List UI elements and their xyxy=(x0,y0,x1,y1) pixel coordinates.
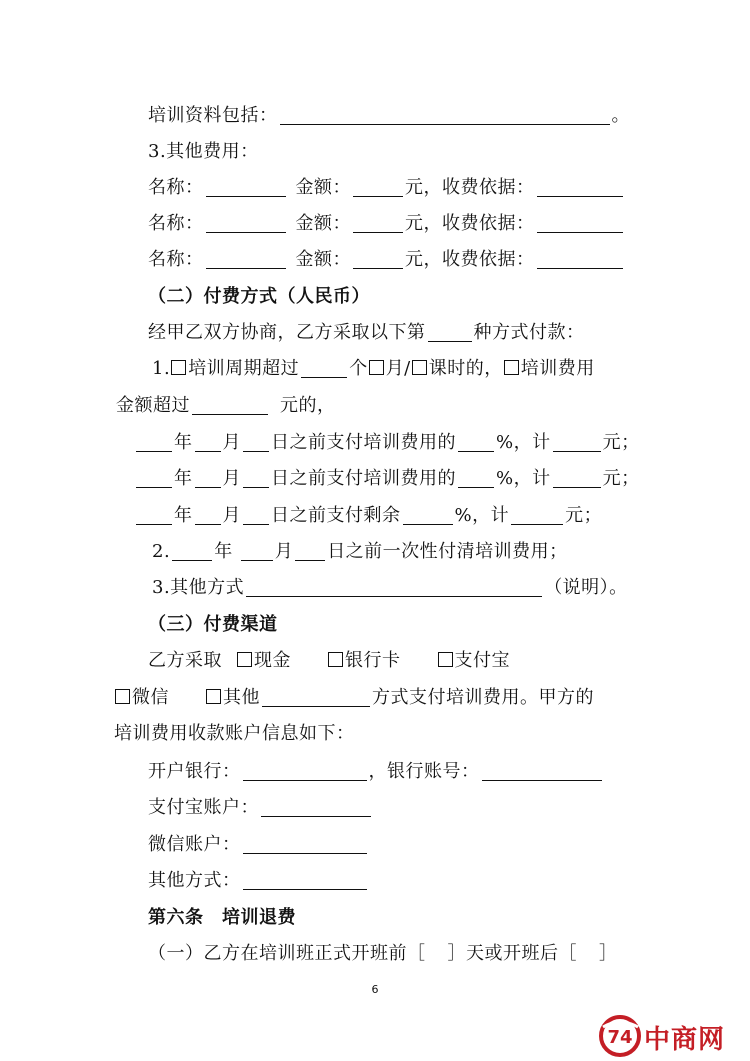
logo-mark-icon xyxy=(598,1015,642,1057)
yuan-text: 元； xyxy=(565,505,603,526)
month-checkbox[interactable] xyxy=(369,360,384,375)
text-line xyxy=(116,391,336,421)
payment-method-heading: （二）付费方式（人民币） xyxy=(148,286,370,307)
logo-text: 中商网 xyxy=(644,1025,726,1055)
period-blank[interactable] xyxy=(301,357,347,378)
section-heading xyxy=(148,282,370,312)
fee-basis-label: 元，收费依据： xyxy=(405,177,535,198)
year-text: 年 xyxy=(174,468,193,489)
yuan-text: 元； xyxy=(602,432,640,453)
day-blank[interactable] xyxy=(243,431,269,452)
alipay-checkbox[interactable] xyxy=(438,652,453,667)
fee-basis-blank[interactable] xyxy=(537,248,623,269)
cash-label: 现金 xyxy=(254,650,291,671)
other-account-label: 其他方式： xyxy=(148,870,241,891)
pay-text: 日之前支付培训费用的 xyxy=(271,468,456,489)
logo-mark-text: 74 xyxy=(607,1027,633,1048)
text-line xyxy=(148,793,373,823)
text-line xyxy=(148,939,618,969)
unit-text: 个 xyxy=(349,358,368,379)
bank-card-label: 银行卡 xyxy=(345,650,401,671)
other-channel-blank[interactable] xyxy=(262,686,370,707)
percent-blank[interactable] xyxy=(458,431,494,452)
training-materials-blank[interactable] xyxy=(280,104,610,125)
fee-name-label: 名称： xyxy=(148,213,204,234)
amount-blank[interactable] xyxy=(553,467,601,488)
fee-amount-blank[interactable] xyxy=(353,176,403,197)
year-text: 年 xyxy=(174,505,193,526)
agreement-text: 经甲乙双方协商，乙方采取以下第 xyxy=(148,322,426,343)
fee-amount-blank[interactable] xyxy=(353,212,403,233)
method-number-blank[interactable] xyxy=(428,321,472,342)
day-blank[interactable] xyxy=(243,504,269,525)
fee-basis-blank[interactable] xyxy=(537,176,623,197)
year-blank[interactable] xyxy=(136,504,172,525)
text-line xyxy=(148,646,510,676)
month-text: 月 xyxy=(222,432,241,453)
fee-name-blank[interactable] xyxy=(206,176,286,197)
percent-blank[interactable] xyxy=(458,467,494,488)
month-text: 月 xyxy=(222,468,241,489)
percent-text: %，计 xyxy=(496,432,551,453)
explain-text: （说明）。 xyxy=(544,577,628,598)
yuan-text: 元的， xyxy=(280,395,336,416)
agreement-text-end: 种方式付款： xyxy=(473,322,585,343)
fee-row xyxy=(148,209,625,239)
bank-card-checkbox[interactable] xyxy=(328,652,343,667)
year-text: 年 xyxy=(214,541,233,562)
text-line xyxy=(148,757,604,787)
text-line xyxy=(114,683,594,713)
text-line xyxy=(148,866,369,896)
refund-text-mid: ］天或开班后［ xyxy=(447,943,577,964)
wechat-account-label: 微信账户： xyxy=(148,834,241,855)
fee-name-label: 名称： xyxy=(148,249,204,270)
wechat-account-blank[interactable] xyxy=(243,833,367,854)
text-line xyxy=(152,354,595,384)
other-checkbox[interactable] xyxy=(206,689,221,704)
year-text: 年 xyxy=(174,432,193,453)
month-blank[interactable] xyxy=(195,431,221,452)
wechat-checkbox[interactable] xyxy=(115,689,130,704)
other-method-label: 3.其他方式 xyxy=(152,577,245,598)
fee-amount-label: 金额： xyxy=(295,177,351,198)
installment-row xyxy=(134,428,640,458)
month-text: 月/ xyxy=(385,358,411,379)
section-heading xyxy=(148,610,278,640)
percent-text: %，计 xyxy=(454,505,510,526)
month-blank[interactable] xyxy=(195,504,221,525)
checkbox[interactable] xyxy=(171,360,186,375)
period-mark: 。 xyxy=(611,105,630,126)
other-account-blank[interactable] xyxy=(243,869,367,890)
amount-exceed-label: 金额超过 xyxy=(116,395,190,416)
installment-row xyxy=(134,501,602,531)
fee-basis-blank[interactable] xyxy=(537,212,623,233)
text-line xyxy=(148,318,585,348)
watermark-logo xyxy=(598,1013,748,1059)
channel-text: 方式支付培训费用。甲方的 xyxy=(372,687,594,708)
item-number: 2. xyxy=(152,541,171,562)
percent-blank[interactable] xyxy=(403,504,453,525)
refund-article-title: 第六条 培训退费 xyxy=(148,907,296,928)
month-blank[interactable] xyxy=(241,540,273,561)
month-blank[interactable] xyxy=(195,467,221,488)
other-method-blank[interactable] xyxy=(246,576,542,597)
year-blank[interactable] xyxy=(136,467,172,488)
fee-basis-label: 元，收费依据： xyxy=(405,213,535,234)
amount-blank[interactable] xyxy=(511,504,563,525)
month-text: 月 xyxy=(222,505,241,526)
text-line xyxy=(152,573,628,603)
refund-text: （一）乙方在培训班正式开班前［ xyxy=(148,943,426,964)
account-number-blank[interactable] xyxy=(482,760,602,781)
year-blank[interactable] xyxy=(172,540,212,561)
lump-sum-text: 日之前一次性付清培训费用； xyxy=(327,541,568,562)
day-blank[interactable] xyxy=(295,540,325,561)
text-line xyxy=(152,537,568,567)
fee-amount-label: 金额： xyxy=(295,249,351,270)
fee-row xyxy=(148,173,625,203)
item-number: 1. xyxy=(152,358,171,379)
wechat-label: 微信 xyxy=(132,687,169,708)
lesson-checkbox[interactable] xyxy=(412,360,427,375)
text-line xyxy=(148,137,259,167)
fee-checkbox[interactable] xyxy=(504,360,519,375)
text-line xyxy=(114,719,355,749)
text-line xyxy=(148,101,630,131)
fee-text: 培训费用 xyxy=(520,358,595,379)
cash-checkbox[interactable] xyxy=(237,652,252,667)
alipay-label: 支付宝 xyxy=(454,650,510,671)
installment-row xyxy=(134,464,640,494)
account-info-text: 培训费用收款账户信息如下： xyxy=(114,723,355,744)
account-number-label: ，银行账号： xyxy=(368,761,480,782)
refund-bracket: ］ xyxy=(599,943,618,964)
alipay-account-label: 支付宝账户： xyxy=(148,797,259,818)
lesson-text: 课时的， xyxy=(428,358,503,379)
amount-blank[interactable] xyxy=(553,431,601,452)
yuan-text: 元； xyxy=(602,468,640,489)
fee-name-blank[interactable] xyxy=(206,248,286,269)
fee-amount-label: 金额： xyxy=(295,213,351,234)
fee-basis-label: 元，收费依据： xyxy=(405,249,535,270)
percent-text: %，计 xyxy=(496,468,551,489)
channel-label: 乙方采取 xyxy=(148,650,222,671)
other-label: 其他 xyxy=(223,687,260,708)
text-line xyxy=(148,830,369,860)
pay-text: 日之前支付培训费用的 xyxy=(271,432,456,453)
article-heading xyxy=(148,903,296,933)
year-blank[interactable] xyxy=(136,431,172,452)
fee-row xyxy=(148,245,625,275)
fee-name-label: 名称： xyxy=(148,177,204,198)
page-number: 6 xyxy=(371,983,379,996)
other-fees-heading: 3.其他费用： xyxy=(148,141,259,162)
bank-blank[interactable] xyxy=(243,760,367,781)
fee-name-blank[interactable] xyxy=(206,212,286,233)
fee-amount-blank[interactable] xyxy=(353,248,403,269)
remaining-text: 日之前支付剩余 xyxy=(271,505,401,526)
payment-channel-heading: （三）付费渠道 xyxy=(148,614,278,635)
training-materials-label: 培训资料包括： xyxy=(148,105,278,126)
day-blank[interactable] xyxy=(243,467,269,488)
amount-exceed-blank[interactable] xyxy=(192,394,268,415)
month-text: 月 xyxy=(274,541,294,562)
bank-label: 开户银行： xyxy=(148,761,241,782)
option-text: 培训周期超过 xyxy=(188,358,300,379)
alipay-account-blank[interactable] xyxy=(261,796,371,817)
